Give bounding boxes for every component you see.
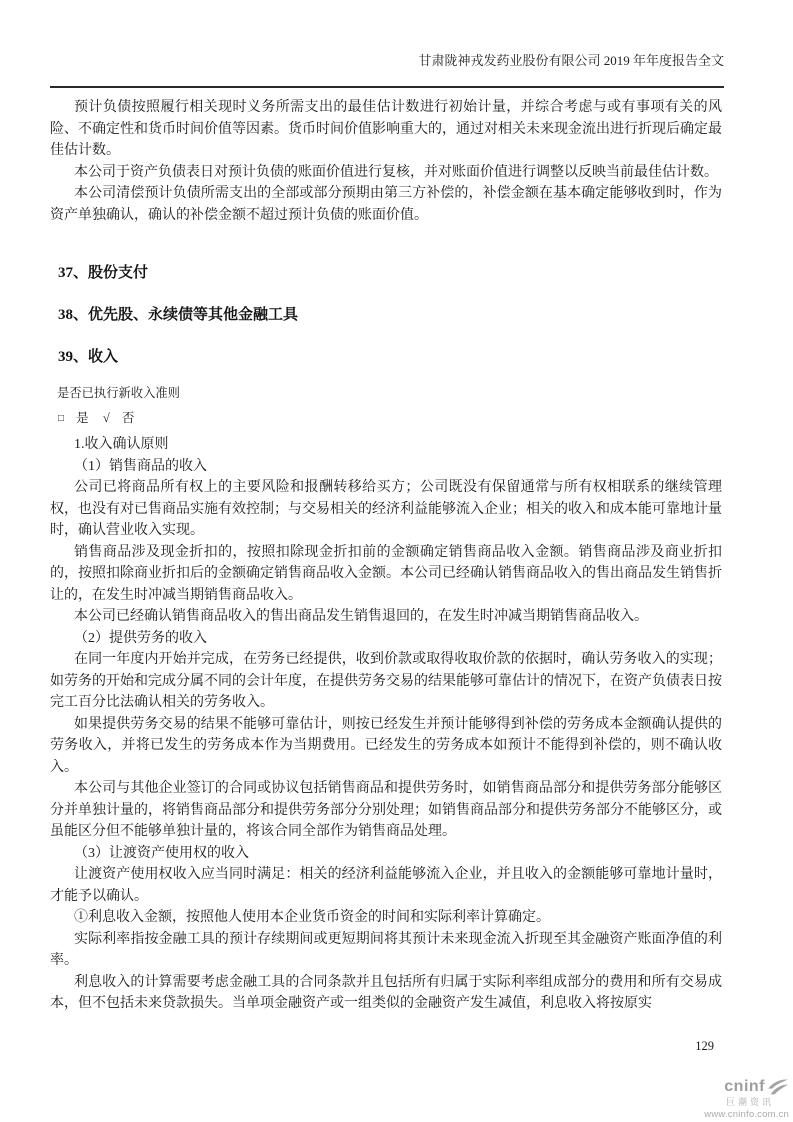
section-heading-39-revenue: 39、收入 bbox=[58, 349, 119, 365]
cninfo-logo-row bbox=[669, 1078, 789, 1096]
provision-paragraph-3: 本公司清偿预计负债所需支出的全部或部分预期由第三方补偿的，补偿金额在基本确定能够收到时，作为资产单独确认，确认的补偿金额不超过预计负债的账面价值。 bbox=[50, 186, 722, 223]
revenue-paragraph: 在同一年度内开始并完成，在劳务已经提供，收到价款或取得收取价款的依据时，确认劳务收入的实现；如劳务的开始和完成分属不同的会计年度，在提供劳务交易的结果能够可靠估计的情况下，在资产负债表日按完工百分比法确认相关的劳务收入。 bbox=[50, 652, 722, 710]
revenue-paragraph: 公司已将商品所有权上的主要风险和报酬转移给买方；公司既没有保留通常与所有权相联系的继续管理权，也没有对已售商品实施有效控制；与交易相关的经济利益能够流入企业；相关的收入和成本能可靠地计量时，确认营业收入实现。 bbox=[50, 480, 722, 538]
revenue-subheading-services: （2）提供劳务的收入 bbox=[74, 630, 207, 646]
cninfo-logo-text: cninf bbox=[724, 1078, 765, 1095]
new-revenue-standard-question: 是否已执行新收入准则 bbox=[57, 386, 180, 400]
revenue-subheading-1: 1.收入确认原则 bbox=[74, 437, 169, 452]
cninfo-swirl-icon bbox=[767, 1078, 789, 1096]
section-heading-37-share-payment: 37、股份支付 bbox=[58, 265, 149, 281]
yes-label: 是 bbox=[76, 411, 90, 425]
cninfo-logo bbox=[669, 1078, 789, 1120]
cninfo-logo-subtitle: 巨潮资讯 bbox=[725, 1097, 774, 1107]
page-header bbox=[50, 52, 724, 88]
provision-paragraph-2: 本公司于资产负债表日对预计负债的账面价值进行复核，并对账面价值进行调整以反映当前最佳估计数。 bbox=[74, 164, 718, 180]
header-title: 甘肃陇神戎发药业股份有限公司 2019 年年度报告全文 bbox=[418, 53, 724, 68]
provision-paragraph-1: 预计负债按照履行相关现时义务所需支出的最佳估计数进行初始计量，并综合考虑与或有事项有关的风险、不确定性和货币时间价值等因素。货币时间价值影响重大的，通过对相关未来现金流出进行折现后确定最佳估计数。 bbox=[50, 100, 722, 158]
revenue-paragraph: ①利息收入金额，按照他人使用本企业货币资金的时间和实际利率计算确定。 bbox=[74, 910, 550, 925]
revenue-paragraph: 销售商品涉及现金折扣的，按照扣除现金折扣前的金额确定销售商品收入金额。销售商品涉及商业折扣的，按照扣除商业折扣后的金额确定销售商品收入金额。本公司已经确认销售商品收入的售出商品发生销售折让的，在发生时冲减当期销售商品收入。 bbox=[50, 544, 722, 603]
revenue-paragraph: 如果提供劳务交易的结果不能够可靠估计，则按已经发生并预计能够得到补偿的劳务成本金额确认提供的劳务收入，并将已发生的劳务成本作为当期费用。已经发生的劳务成本如预计不能得到补偿的，则不确认收入。 bbox=[50, 716, 722, 775]
revenue-subheading-asset-use-rights: （3）让渡资产使用权的收入 bbox=[74, 845, 249, 861]
revenue-recognition-block bbox=[50, 434, 722, 1015]
cninfo-logo-url: www.cninfo.com.cn bbox=[704, 1109, 789, 1120]
section-heading-38-preferred-shares: 38、优先股、永续债等其他金融工具 bbox=[58, 307, 299, 323]
revenue-paragraph: 本公司与其他企业签订的合同或协议包括销售商品和提供劳务时，如销售商品部分和提供劳务部分能够区分并单独计量的，将销售商品部分和提供劳务部分分别处理；如销售商品部分和提供劳务部分不能够区分，或虽能区分但不能够单独计量的，将该合同全部作为销售商品处理。 bbox=[50, 781, 722, 839]
check-mark-icon: √ bbox=[102, 411, 111, 425]
revenue-paragraph: 实际利率指按金融工具的预计存续期间或更短期间将其预计未来现金流入折现至其金融资产账面净值的利率。 bbox=[50, 931, 722, 968]
checkbox-unchecked-icon: □ bbox=[58, 413, 66, 424]
revenue-paragraph: 本公司已经确认销售商品收入的售出商品发生销售退回的，在发生时冲减当期销售商品收入。 bbox=[74, 609, 648, 624]
revenue-paragraph: 让渡资产使用权收入应当同时满足：相关的经济利益能够流入企业，并且收入的金额能够可靠地计量时，才能予以确认。 bbox=[50, 867, 722, 904]
revenue-paragraph: 利息收入的计算需要考虑金融工具的合同条款并且包括所有归属于实际利率组成部分的费用和所有交易成本，但不包括未来贷款损失。当单项金融资产或一组类似的金融资产发生减值，利息收入将按原实 bbox=[50, 974, 722, 1011]
no-label: 否 bbox=[121, 411, 136, 425]
revenue-subheading-goods: （1）销售商品的收入 bbox=[74, 458, 207, 474]
document-body bbox=[50, 97, 722, 1015]
yes-no-checkline bbox=[58, 410, 722, 427]
page-number: 129 bbox=[695, 1039, 714, 1053]
